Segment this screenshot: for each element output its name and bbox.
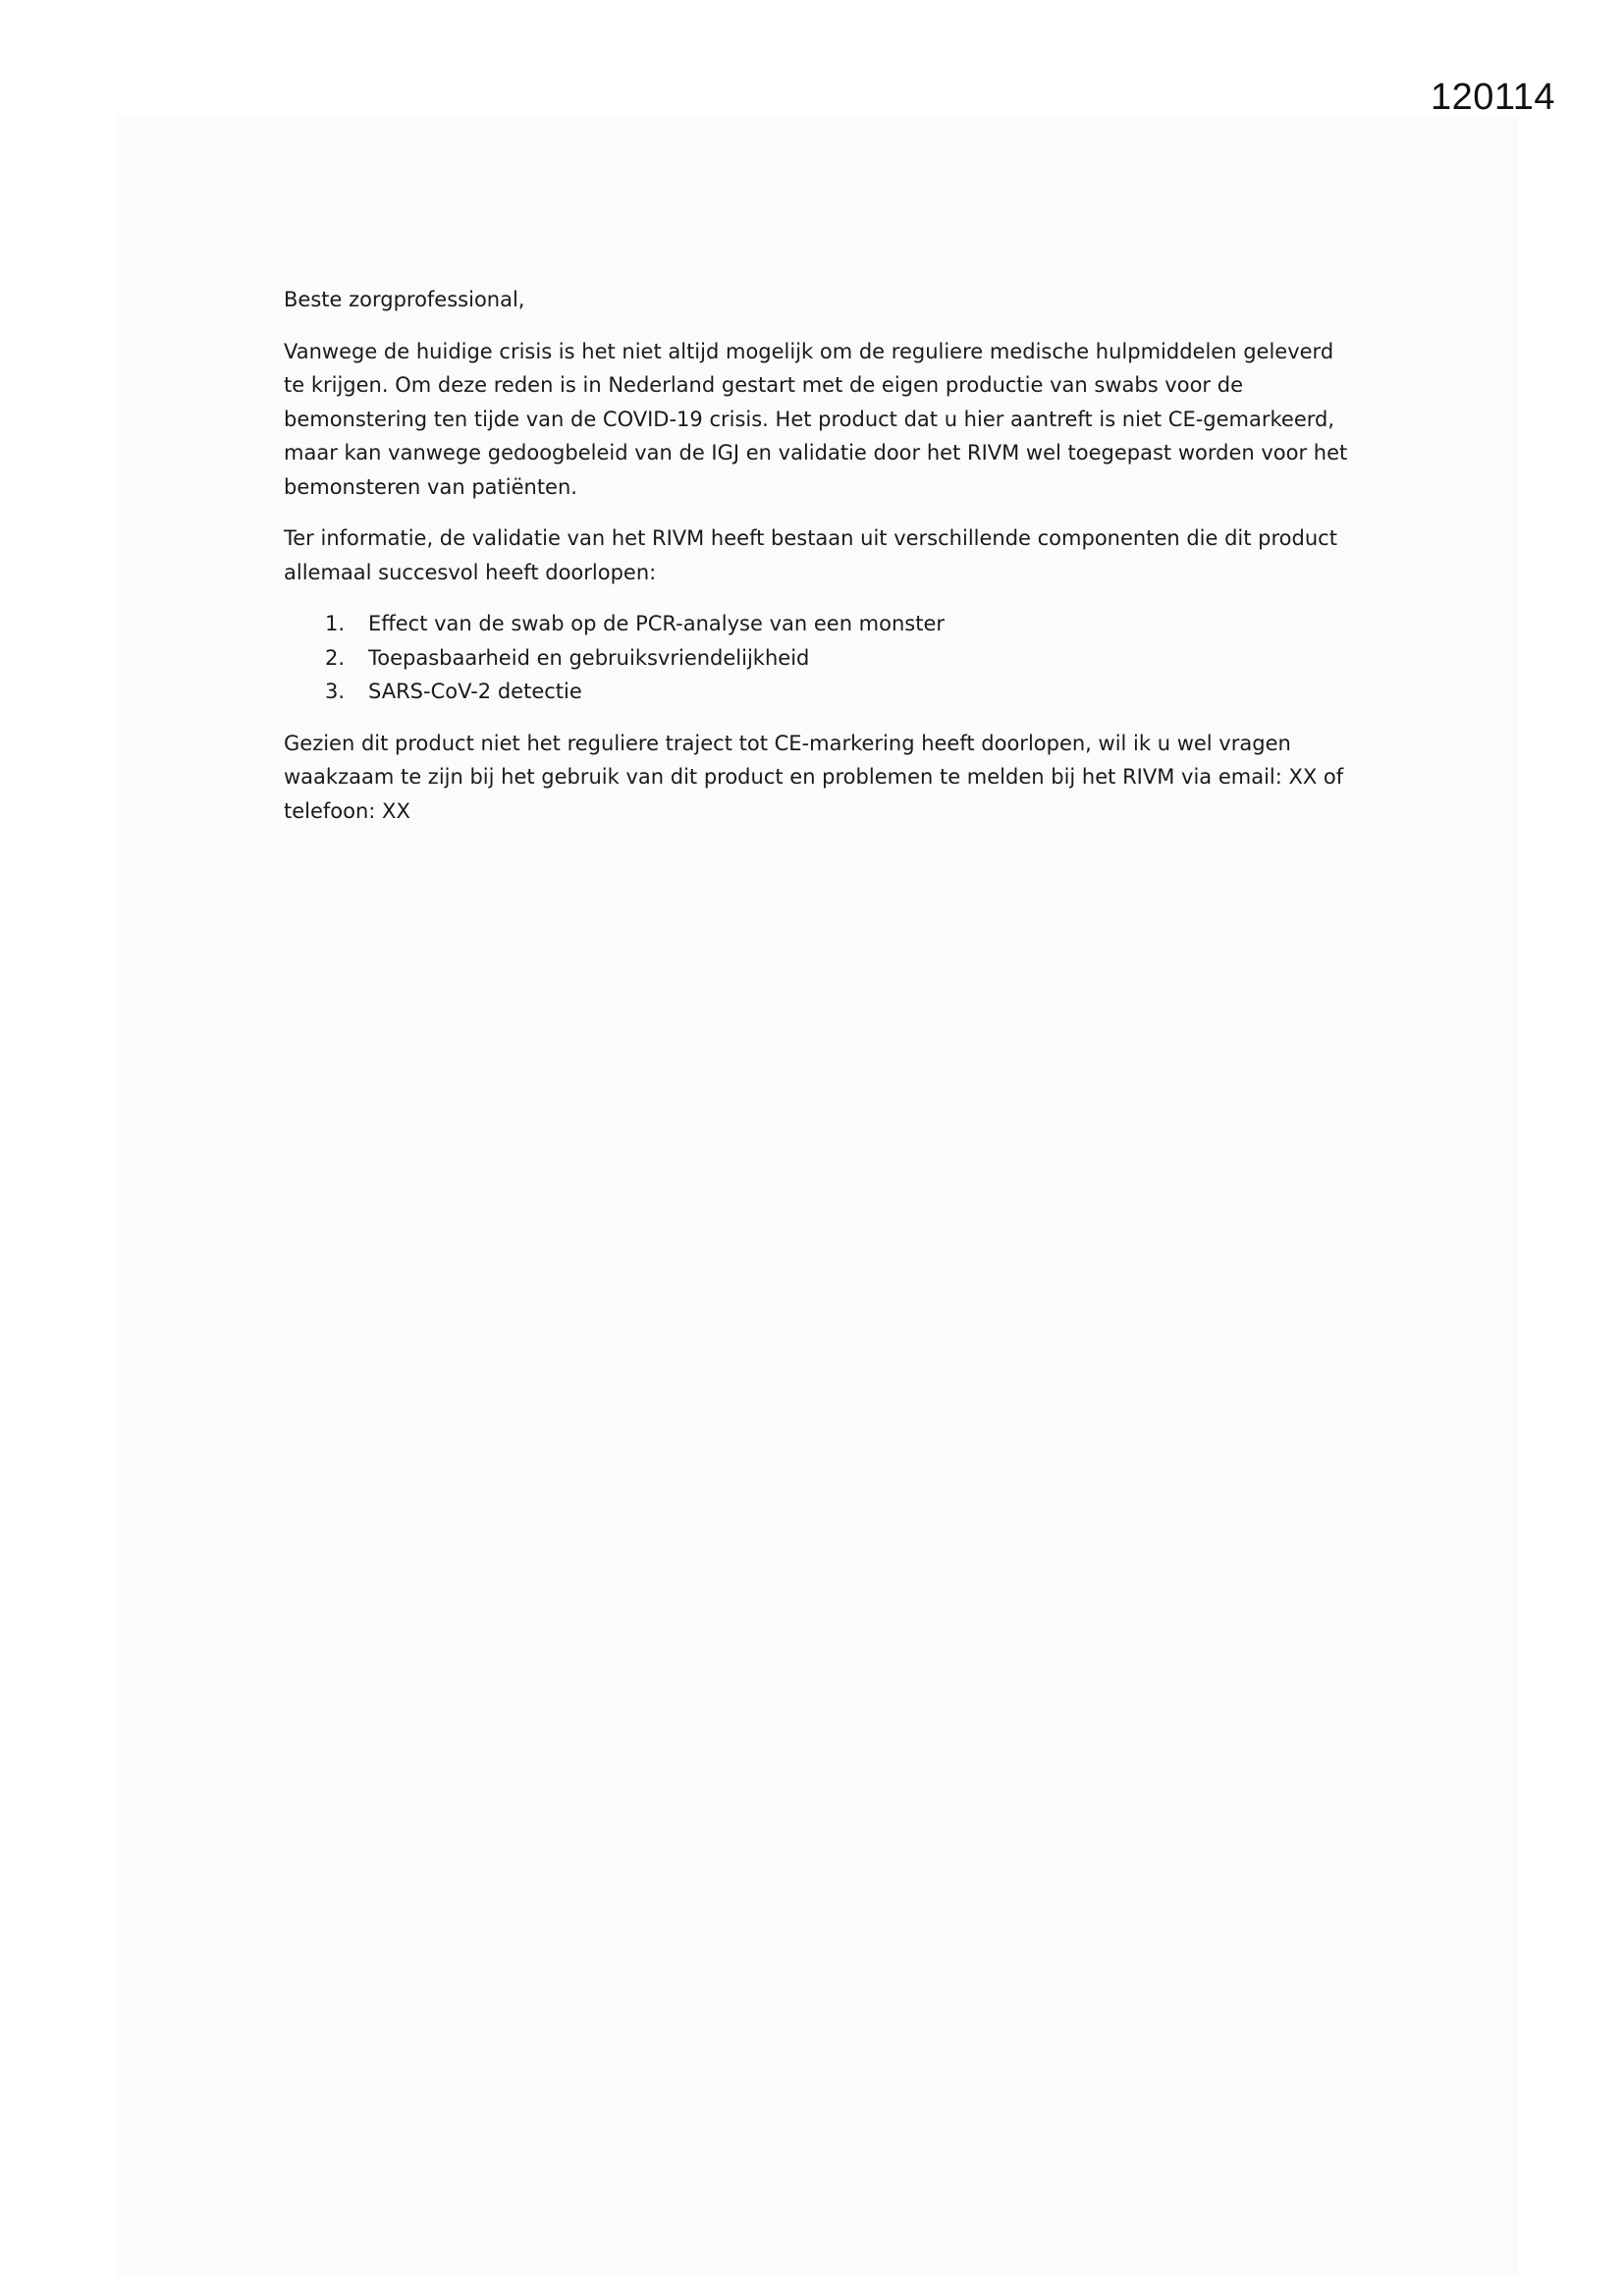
list-item-number: 3. [325, 680, 346, 703]
paragraph-intro: Vanwege de huidige crisis is het niet altijd mogelijk om de reguliere medische hulpmiddelen geleverd te krijgen. Om deze reden is in Nederland gestart met de eigen productie van swabs voor de bemonstering ten tijde van de COVID-19 crisis. Het product dat u hier aantreft is niet CE-gemarkeerd, maar kan vanwege gedoogbeleid van de IGJ en validatie door het RIVM wel toegepast worden voor het bemonsteren van patiënten. [284, 339, 1348, 499]
list-item-text: SARS-CoV-2 detectie [368, 680, 582, 703]
list-item-text: Effect van de swab op de PCR-analyse van een monster [368, 612, 946, 635]
list-item-text: Toepasbaarheid en gebruiksvriendelijkheid [368, 645, 810, 670]
list-item-number: 1. [325, 612, 346, 635]
list-item [284, 607, 1354, 641]
letter-body [284, 283, 1354, 846]
list-item [284, 641, 1354, 676]
list-item [284, 675, 1354, 709]
validation-list [284, 607, 1354, 709]
document-number: 120114 [1431, 77, 1555, 118]
salutation: Beste zorgprofessional, [284, 288, 525, 311]
list-item-number: 2. [325, 645, 346, 670]
paragraph-closing: Gezien dit product niet het reguliere traject tot CE-markering heeft doorlopen, wil ik u wel vragen waakzaam te zijn bij het gebruik van dit product en problemen te melden bij het RIVM via email: XX of telefoon: XX [284, 731, 1344, 823]
paragraph-validation-info: Ter informatie, de validatie van het RIVM heeft bestaan uit verschillende componenten die dit product allemaal succesvol heeft doorlopen: [284, 526, 1337, 584]
